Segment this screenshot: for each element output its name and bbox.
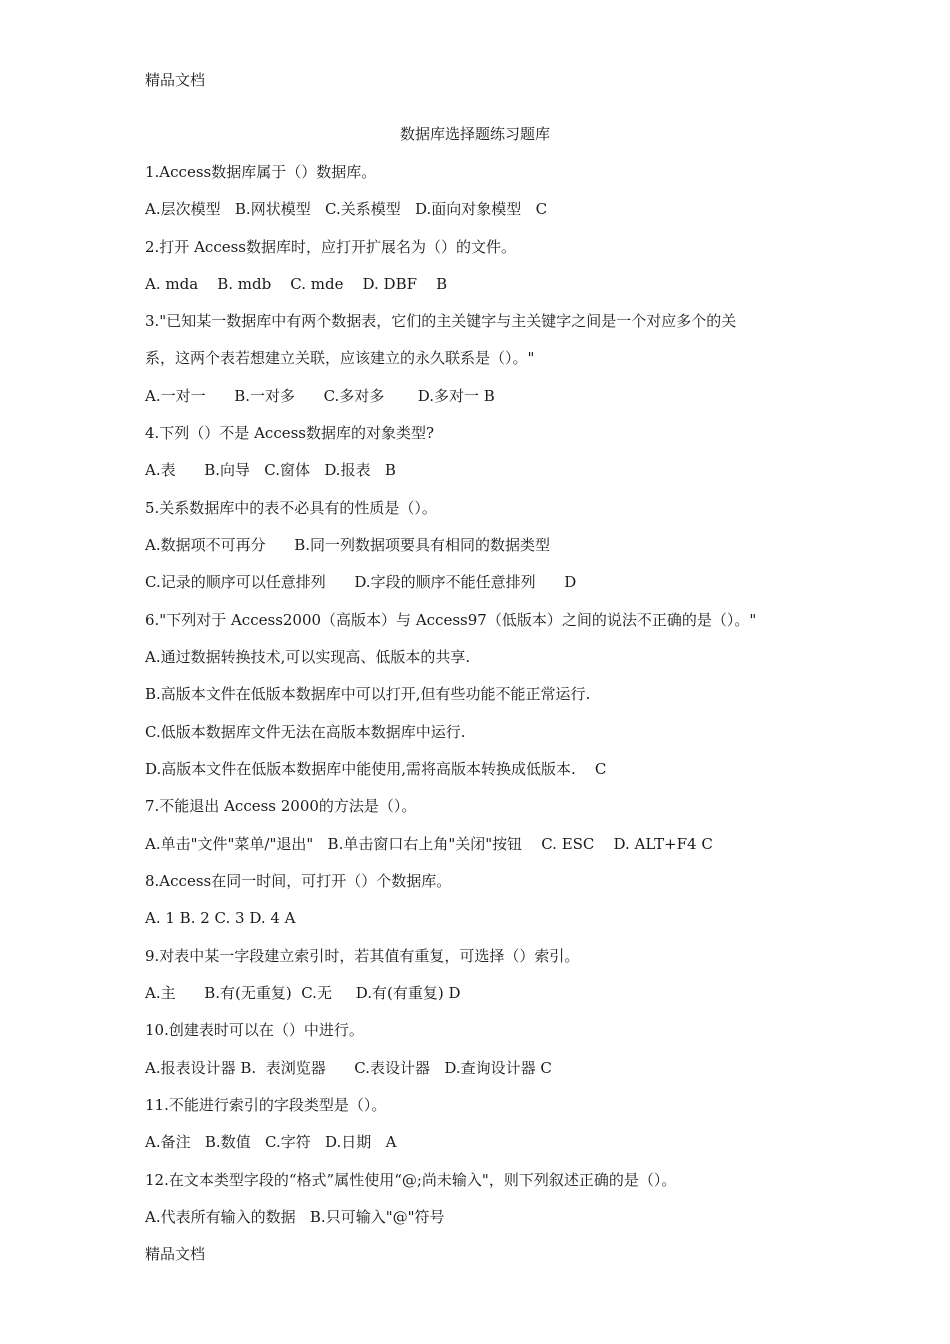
options-line-11: A.备注 B.数值 C.字符 D.日期 A	[145, 1133, 397, 1151]
page-header: 精品文档	[145, 71, 206, 89]
options-line-10: A.报表设计器 B. 表浏览器 C.表设计器 D.查询设计器 C	[145, 1059, 552, 1077]
question-line-2: 2.打开 Access数据库时，应打开扩展名为（）的文件。	[145, 238, 516, 256]
question-line-5: 5.关系数据库中的表不必具有的性质是（）。	[145, 499, 437, 517]
options-line-8: A. 1 B. 2 C. 3 D. 4 A	[145, 909, 296, 927]
options-line-1: A.层次模型 B.网状模型 C.关系模型 D.面向对象模型 C	[145, 200, 548, 218]
question-line-11: 11.不能进行索引的字段类型是（）。	[145, 1096, 387, 1114]
options-line-6c: C.低版本数据库文件无法在高版本数据库中运行.	[145, 723, 466, 741]
question-line-6: 6."下列对于 Access2000（高版本）与 Access97（低版本）之间的说法不正确的是（）。"	[145, 611, 757, 629]
options-line-5b: C.记录的顺序可以任意排列 D.字段的顺序不能任意排列 D	[145, 573, 577, 591]
question-line-10: 10.创建表时可以在（）中进行。	[145, 1021, 364, 1039]
page-footer: 精品文档	[145, 1245, 206, 1263]
question-line-7: 7.不能退出 Access 2000的方法是（）。	[145, 797, 417, 815]
options-line-9: A.主 B.有(无重复) C.无 D.有(有重复) D	[145, 984, 461, 1002]
question-line-3b: 系，这两个表若想建立关联，应该建立的永久联系是（）。"	[145, 349, 535, 367]
options-line-12: A.代表所有输入的数据 B.只可输入"@"符号	[145, 1208, 445, 1226]
options-line-7: A.单击"文件"菜单/"退出" B.单击窗口右上角"关闭"按钮 C. ESC D. ALT+F4 C	[145, 835, 713, 853]
question-line-4: 4.下列（）不是 Access数据库的对象类型?	[145, 424, 435, 442]
question-line-3a: 3."已知某一数据库中有两个数据表，它们的主关键字与主关键字之间是一个对应多个的关	[145, 312, 737, 330]
question-line-12: 12.在文本类型字段的“格式”属性使用“@;尚未输入"，则下列叙述正确的是（）。	[145, 1171, 677, 1189]
options-line-3: A.一对一 B.一对多 C.多对多 D.多对一 B	[145, 387, 495, 405]
question-line-1: 1.Access数据库属于（）数据库。	[145, 163, 377, 181]
question-line-9: 9.对表中某一字段建立索引时，若其值有重复，可选择（）索引。	[145, 947, 580, 965]
options-line-6d: D.高版本文件在低版本数据库中能使用,需将高版本转换成低版本. C	[145, 760, 607, 778]
options-line-6a: A.通过数据转换技术,可以实现高、低版本的共享.	[145, 648, 471, 666]
options-line-2: A. mda B. mdb C. mde D. DBF B	[145, 275, 448, 293]
options-line-5a: A.数据项不可再分 B.同一列数据项要具有相同的数据类型	[145, 536, 551, 554]
options-line-6b: B.高版本文件在低版本数据库中可以打开,但有些功能不能正常运行.	[145, 685, 591, 703]
question-line-8: 8.Access在同一时间，可打开（）个数据库。	[145, 872, 452, 890]
options-line-4: A.表 B.向导 C.窗体 D.报表 B	[145, 461, 396, 479]
document-title: 数据库选择题练习题库	[399, 125, 550, 143]
